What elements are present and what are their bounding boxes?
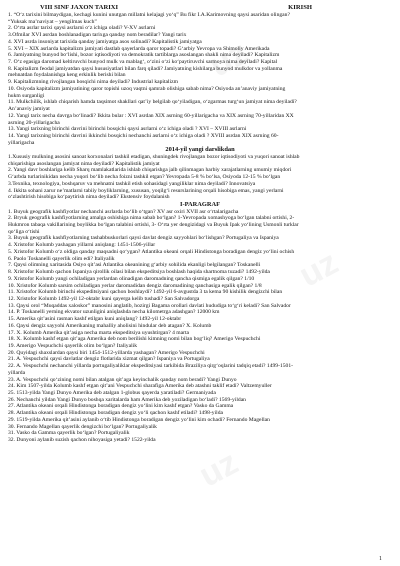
text-line: 5. Xristofor Kolumb o‘z oldiga qanday maqsadni qo‘ygan? Atlantika okeani orqali Hindistonga boradigan dengiz yo‘lini ochish — [8, 248, 295, 255]
section-heading-paragraph: I-PARAGRAF — [180, 201, 220, 208]
section-title: KIRISH — [288, 4, 312, 11]
text-line: asrning 20-yillarigacha — [8, 119, 60, 126]
text-line: 10. Osiyoda kapitalizm jamiyatining qaror topishi uzoq vaqtni qamrab olishiga sabab nima? Osiyoda an’anaviy jamiyatning — [8, 85, 286, 92]
text-line: 3.Texnika, texnologiya, boshqaruv va mehnatni tashkil etish sohasidagi yangiliklar nima deyiladi? Innovatsiya — [8, 180, 256, 187]
text-line: 4. Ikkita sohani zarur ne’matlarni tabiiy boyliklarning, xususan, yoqilg‘i resurslarining orqali hisobiga emas, yangi yerlarni — [8, 187, 284, 194]
text-line: 23. A. Vespuchchi qo‘zining nomi bilan atalgan qit’aga keyinchalik qanday nom beradi? Yangi Dunyo — [8, 376, 237, 383]
text-line: yillarda — [8, 369, 26, 376]
text-line: 13. Yangi tarixning birinchi davrini birinchi bosqichi qaysi asrlarni o‘z ichiga oladi ? XVI – XVIII asrlarni — [8, 126, 247, 133]
text-line: 14. P. Toskanelli yerning ekvator uzunligini aniqlashda necha kilometrga adashgan? 12000 km — [8, 309, 220, 316]
text-line: 7. O‘z egasiga daromad keltiruvchi bunyod mulk va mablag‘, o‘zini o‘zi ko‘paytiruvchi sarmoya nima deyiladi? Kapital — [8, 59, 278, 66]
textbook-questions — [8, 154, 392, 201]
text-line: 11. Mulkchilik, ishlab chiqarish hamda taqsimot shakllari qat’iy belgilab qo‘yiladigan, o‘zgarmas turg‘un jamiyat nima deyiladi? — [8, 99, 297, 106]
text-line: 9. Kapitalizmning rivojlangan bosqichi nima deyiladi? Industrial kapitalizm — [8, 79, 178, 86]
text-line: 24. Kim 1507-yilda Kolumb kashf etgan qit’ani Vespuchchi sharafiga Amerika deb atashni taklif etadi? Valtzemyuller — [8, 383, 272, 390]
text-line: 29. 1519-yilda Amerika qit’asini aylanib o‘tib Hindistonga boradigan dengiz yo‘lini kim ochadi? Fernando Magellan — [8, 416, 270, 423]
text-line: 2. O‘rta asrlar tarixi qaysi asrlarni o‘z ichiga oladi? V-XV asrlarni — [8, 25, 156, 32]
section-heading-new-textbook: 2014-yil yangi darslikdan — [165, 146, 235, 154]
text-line: 16. Qaysi dengiz sayyohi Amerikaning mahalliy aholisini hindular deb atagan? X. Kolumb — [8, 322, 212, 329]
text-line: chiqarishiga asoslangan jamiyat nima deyiladi? Kapitalistik jamiyat — [8, 160, 160, 167]
text-line: 2. Yangi davr boshlariga kelib Sharq mamlakatlarida ishlab chiqarishga jalb qilinmagan harbiy xarajatlarning umumiy miqdori — [8, 167, 292, 174]
text-line: yillarigacha — [8, 139, 35, 146]
text-line: mehnatdan foydalanishga keng erkinlik berishi bilan — [8, 72, 126, 79]
text-line: 17. X. Kolumb Amerika qit’asiga necha marta ekspeditsiya uyushtirgan? 4 marta — [8, 329, 190, 336]
text-line: 1.Xususiy mulkning asosini sanoat korxonalari tashkil etadigan, shuningdek rivojlangan bozor iqtisodiyoti va yuqori sanoat ishlab — [8, 153, 300, 160]
subject-title: VIII SINF JAXON TARIXI — [40, 4, 119, 11]
text-line: qo‘liga o‘tishi — [8, 228, 40, 235]
text-line: 4. Xristofor Kolumb yashagan yillarni aniqlang: 1451-1506-yillar — [8, 242, 156, 249]
text-line: 6. Paolo Toskanelli qayerlik olim edi? Italiyalik — [8, 255, 115, 262]
text-line: 5. XVI – XIX asrlarda kapitalizm jamiyati dastlab qayerlarda qaror topadi? G‘arbiy Yevropa va Shimoliy Amerikada — [8, 45, 270, 52]
text-line: 6. Jamiyatning bunyod bo‘lishi, bozor iqtisodiyoti va demokratik tartiblarga asoslangan shakli nima deyiladi? Kapitalizm — [8, 52, 280, 59]
watermark: uz — [293, 243, 345, 295]
text-line: 30. Fernando Magellan qayerlik dengizchi bo‘lgan? Portugaliyalik — [8, 423, 157, 430]
text-line: 21. A. Vespuchchi qaysi davlatlar dengiz flotlarida xizmat qilgan? Ispaniya va Portugaliya — [8, 356, 210, 363]
text-line: Hukmron tabaqa vakillarining boylikka bo‘lgan talabini ortishi, 3- O‘rta yer dengizidagi va Buyuk Ipak yo‘lining Usmonli turklar — [8, 222, 299, 229]
text-line: 13. Qaysi orol “Muqaddas xaloskor” manosini anglatib, hozirgi Bagama orollari davlati hududiga to‘g‘ri keladi? San Salvador — [8, 302, 291, 309]
text-line: 1. Buyuk geografik kashfiyotlar nechanchi asrlarda bo‘lib o‘tgan? XV asr oxiri XVII asr o‘rtalarigacha — [8, 208, 239, 215]
text-line: 8. Xristofor Kolumb qachon Ispaniya qirollik oilasi bilan ekspeditsiya boshlash haqida shartnoma tuzadi? 1492-yilda — [8, 269, 270, 276]
text-line: 4. XVI asrda insoniyat tarixida qanday jamiyatga asos solinadi? Kapitalistik jamiyatga — [8, 38, 202, 45]
text-line: 26. Nechanchi yildan Yangi Dunyo boshqa xaritalarda ham Amerika deb yoziladigan bo‘ladi? 1569-yildan — [8, 396, 246, 403]
page-header — [8, 4, 392, 12]
text-line: 2. Bryuk geografik kashfiyotlarning amalga oshishiga nima sabab bo‘lgan? 1-Yevropada xomashyoga bo‘lgan talabni ortishi, 2- — [8, 215, 295, 222]
text-line: 20. Quyidagi shaxslardan qaysi biri 1454-1512-yillarda yashagan? Amerigo Vespuchchi — [8, 349, 205, 356]
text-line: 19. Amerigo Vespuchchi qayerlik olim bo‘lgan? Italiyalik — [8, 342, 137, 349]
text-line: An’anaviy jamiyat — [8, 106, 50, 113]
page-number: 1 — [379, 556, 382, 562]
text-line: 8. Kapitalizm feodal jamiyatdan qaysi hususiyatlari bilan farq qiladi? Jamiyatning kishilarga bunyod mulkdor va yollanma — [8, 65, 283, 72]
text-line: 18. X. Kolumb kashf etgan qit’aga Amerika deb nom berilishi kimning nomi bilan bog‘liq? Amerigo Vespuchchi — [8, 336, 261, 343]
text-line: 22. A. Vespuchchi nechanchi yillarda portugaliyaliklar ekspeditsiyasi tarkibida Braziliya qirg‘oqlarini tadqiq etadi? 1499-1501- — [8, 363, 293, 370]
text-line: 32. Dunyoni aylanib suzish qachon nihoyasiga yetadi? 1522-yilda — [8, 437, 156, 444]
text-line: G‘arbda turlarinikidan necha yuqori bo‘lib necha foizni tashkil etgan? Yevropada 5-8 % bo‘lsa, Osiyoda 12-15 % bo‘lgan — [8, 174, 281, 181]
text-line: 15. Amerika qit’asini rasman kashf etilgan kuni aniqlang? 1492-yil 12-oktabr — [8, 316, 182, 323]
text-line: 25. 1513-yilda Yangi Dunyo Amerika deb atalgan 1-globus qayerda yaratiladi? Germaniyada — [8, 390, 216, 396]
text-line: 12. Yangi tarix necha davrga bo‘linadi? Ikkita bular : XVI asrdan XIX asrning 60-yillarigacha va XIX asrning 70-yillaridan XX — [8, 112, 294, 119]
text-line: 11. Xristofor Kolumb birinchi ekspeditsiyani qachon boshlaydi? 1492-yil 6-avgustda 3 ta kema 90 kishilik dengizchi bilan — [8, 289, 283, 296]
text-line: 10. Xristofor Kolumb sarsim ochiladigan yerlar daromadidan dengiz daromadining qanchasiga egalik qilgan? 1/8 — [8, 282, 262, 289]
intro-questions — [8, 12, 392, 146]
text-line: o‘zlashtirish hisobiga ko‘paytirish nima deyiladi? Ekstensiv foydalanish — [8, 194, 170, 201]
text-line: 7. Qaysi olimning xaritasida Osiyo qit’asi Atlantika okeanining g‘arbiy sohilida ekanligi belgilangan? Toskanelli — [8, 262, 261, 269]
paragraph-questions — [8, 209, 392, 444]
text-line: 3.Ofmilar XVI asrdan boshlanadigan tarixga qanday nom beradilar? Yangi tarix — [8, 32, 187, 39]
watermark: uz — [203, 33, 255, 85]
text-line: hukm surganligi — [8, 92, 45, 99]
text-line: 27. Atlantika okeani orqali Hindistonga boradigan dengiz yo‘lini kim kashf etgan? Vasko da Gamma — [8, 403, 234, 410]
watermark: uz — [193, 443, 245, 495]
text-line: “Yuksak ma’naviyat – yengilmas kuch” — [8, 18, 97, 25]
text-line: 12. Xristofor Kolumb 1492-yil 12-oktabr kuni qayerga kelib tushadi? San Salvadorga — [8, 295, 200, 302]
text-line: 3. Buyuk geografik kashfiyotlarning tashabbuskorlari qaysi davlat dengiz sayyohlari bo‘lishgan? Portugaliya va Ispaniya — [8, 235, 279, 242]
text-line: 9. Xristofor Kolumb yangi ochiladigan yerlardan olinadigan daromadning qancha qismiga egalik qilgan? 1/10 — [8, 275, 255, 282]
text-line: 31. Vasko da Gamma qayerlik bo‘lgan? Portugaliyalik — [8, 430, 130, 437]
text-line: 14. Yangi tarixning birinchi davrini ikkinchi bosqichi nechanchi asrlarni o‘z ichiga oladi ? XVIII asrdan XIX asrning 60- — [8, 132, 279, 139]
text-line: 1. “O‘z tarixini bilmaydigan, kechagi kunini unutgan millatni kelajagi yo‘q” Bu fikr I.A.Karimovning qaysi asaridan olingan? — [8, 12, 290, 18]
text-line: 28. Atlantika okeani orqali Hindistonga boradigan dengiz yo‘li qachon kashf etiladi? 1498-yilda — [8, 410, 223, 417]
